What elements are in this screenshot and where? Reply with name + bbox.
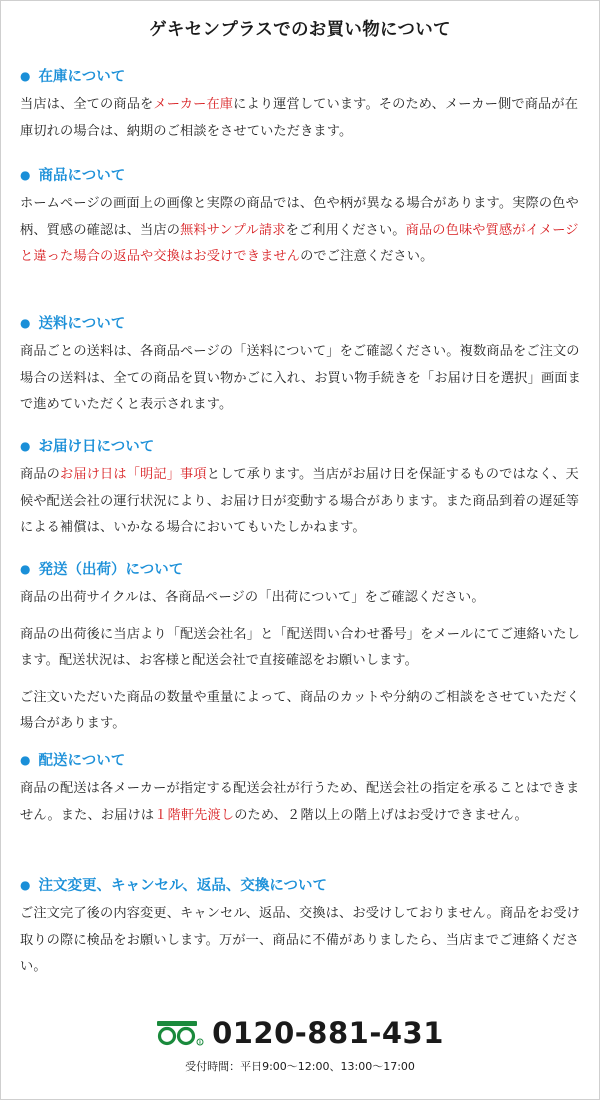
emphasis-text: お届け日は「明記」事項 xyxy=(60,467,207,482)
paragraph-text: 商品の出荷サイクルは、各商品ページの「出荷について」をご確認ください。 xyxy=(20,590,485,605)
section-paragraph xyxy=(20,462,586,542)
section-heading xyxy=(20,436,586,458)
section-heading xyxy=(20,313,586,335)
phone-row xyxy=(0,1012,600,1054)
paragraph-text: により運営しています。そのため、メーカー側で商品が在庫切れの場合は、納期のご相談をさせていただきます。 xyxy=(20,97,579,139)
section-heading xyxy=(20,559,586,581)
paragraph-text: 商品の出荷後に当店より「配送会社名」と「配送問い合わせ番号」をメールにてご連絡いたします。配送状況は、お客様と配送会社で直接確認をお願いします。 xyxy=(20,626,580,668)
emphasis-text: 無料サンプル請求 xyxy=(180,222,286,238)
bullet-icon: ● xyxy=(20,69,31,83)
paragraph-text: として承ります。当店がお届け日を保証するものではなく、天候や配送会社の運行状況により、お届け日が変動する場合があります。また商品到着の遅延等による補償は、いかなる場合においてもいたしかねます。 xyxy=(20,467,580,535)
section-delivery-date xyxy=(20,436,586,542)
section-shipping-fee xyxy=(20,313,586,419)
paragraph-text: 商品の xyxy=(20,467,61,482)
paragraph-text: 商品ごとの送料は、各商品ページの「送料について」をご確認ください。複数商品をご注文の場合の送料は、全ての商品を買い物かごに入れ、お買い物手続きを「お届け日を選択」画面まで進めていただくと表示されます。 xyxy=(20,344,581,412)
section-paragraph xyxy=(20,901,586,981)
bullet-icon: ● xyxy=(20,562,31,576)
paragraph-text: 商品の配送は各メーカーが指定する配送会社が行うため、配送会社の指定を承ることはできません。また、お届けは xyxy=(20,781,580,823)
paragraph-text: 当店は、全ての商品を xyxy=(20,97,154,112)
section-heading xyxy=(20,750,586,772)
svg-text:R: R xyxy=(198,1040,202,1045)
paragraph-text: ホームページの画面上の画像と実際の商品では、色や柄が異なる場合があります。実際の色や柄、質感の確認は、当店の xyxy=(20,196,579,238)
section-stock xyxy=(20,66,586,145)
section-products xyxy=(20,165,586,271)
section-heading-label: 注文変更、キャンセル、返品、交換について xyxy=(38,878,328,894)
section-paragraph xyxy=(20,776,586,829)
bullet-icon: ● xyxy=(20,753,31,767)
emphasis-text: メーカー在庫 xyxy=(153,97,234,112)
section-heading xyxy=(20,875,586,897)
paragraph-text: をご利用ください。 xyxy=(285,222,406,238)
phone-number[interactable]: 0120-881-431 xyxy=(212,1016,444,1050)
bullet-icon: ● xyxy=(20,168,31,182)
free-dial-icon xyxy=(156,1020,204,1046)
bullet-icon: ● xyxy=(20,878,31,892)
section-paragraph xyxy=(20,622,586,675)
business-hours: 受付時間：平日9:00～12:00、13:00～17:00 xyxy=(185,1060,415,1073)
section-paragraph xyxy=(20,339,586,419)
section-heading xyxy=(20,165,586,187)
section-heading-label: 商品について xyxy=(38,168,126,184)
emphasis-text: １階軒先渡し xyxy=(154,807,235,823)
section-delivery xyxy=(20,750,586,829)
paragraph-text: のでご注意ください。 xyxy=(300,249,434,264)
paragraph-text: のため、２階以上の階上げはお受けできません。 xyxy=(234,807,528,823)
section-heading-label: 送料について xyxy=(38,316,126,332)
bullet-icon: ● xyxy=(20,316,31,330)
bullet-icon: ● xyxy=(20,439,31,453)
section-paragraph xyxy=(20,92,586,145)
section-heading-label: 発送（出荷）について xyxy=(38,562,184,578)
section-paragraph xyxy=(20,685,586,738)
section-heading-label: お届け日について xyxy=(38,439,155,455)
section-heading-label: 配送について xyxy=(38,753,126,769)
section-paragraph xyxy=(20,585,586,612)
contact-block xyxy=(0,1012,600,1074)
page-title: ゲキセンプラスでのお買い物について xyxy=(149,20,451,40)
emphasis-text: 商品の色味や質感がイメージと違った場合の返品や交換はお受けできません xyxy=(20,222,579,264)
section-dispatch xyxy=(20,559,586,738)
paragraph-text: ご注文完了後の内容変更、キャンセル、返品、交換は、お受けしておりません。商品をお受け取りの際に検品をお願いします。万が一、商品に不備がありましたら、当店までご連絡ください。 xyxy=(20,906,580,974)
section-paragraph xyxy=(20,191,586,271)
section-heading-label: 在庫について xyxy=(38,69,126,85)
section-order-changes xyxy=(20,875,586,981)
paragraph-text: ご注文いただいた商品の数量や重量によって、商品のカットや分納のご相談をさせていただく場合があります。 xyxy=(20,689,580,731)
section-heading xyxy=(20,66,586,88)
